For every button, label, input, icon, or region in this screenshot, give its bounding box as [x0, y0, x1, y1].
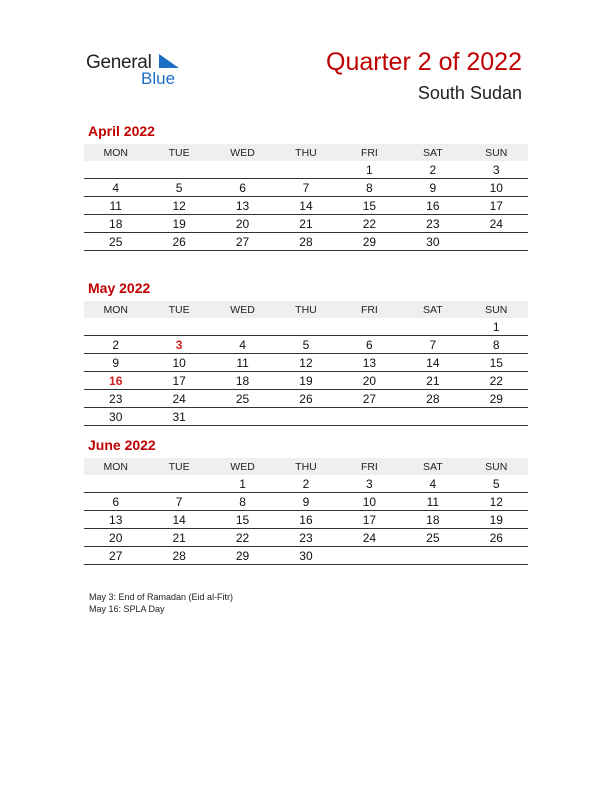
week-row: [84, 215, 528, 233]
day-cell: 29: [338, 233, 401, 251]
day-cell: 7: [274, 179, 337, 197]
week-row: [84, 511, 528, 529]
day-cell: 13: [338, 354, 401, 372]
empty-day-cell: [84, 475, 147, 493]
day-cell: 21: [147, 529, 210, 547]
day-cell: 2: [84, 336, 147, 354]
empty-day-cell: [465, 547, 528, 565]
day-cell: 15: [211, 511, 274, 529]
day-cell: 6: [84, 493, 147, 511]
day-cell: 7: [147, 493, 210, 511]
day-cell: 14: [274, 197, 337, 215]
day-cell: 2: [274, 475, 337, 493]
day-cell: 2: [401, 161, 464, 179]
weekday-header-tue: TUE: [147, 458, 210, 475]
day-cell: 23: [274, 529, 337, 547]
day-cell: 9: [401, 179, 464, 197]
day-cell: 28: [147, 547, 210, 565]
weekday-header-wed: WED: [211, 301, 274, 318]
weekday-header-fri: FRI: [338, 301, 401, 318]
week-row: [84, 408, 528, 426]
week-row: [84, 390, 528, 408]
weekday-header-sat: SAT: [401, 301, 464, 318]
logo-text-blue: Blue: [141, 69, 176, 88]
day-cell: 10: [465, 179, 528, 197]
day-cell: 4: [84, 179, 147, 197]
day-cell: 26: [147, 233, 210, 251]
holiday-note: May 3: End of Ramadan (Eid al-Fitr): [89, 592, 234, 602]
day-cell: 30: [84, 408, 147, 426]
day-cell: 1: [211, 475, 274, 493]
day-cell: 24: [465, 215, 528, 233]
weekday-header-sun: SUN: [465, 301, 528, 318]
month-june: [84, 437, 528, 565]
day-cell: 6: [211, 179, 274, 197]
empty-day-cell: [401, 318, 464, 336]
weekday-header-mon: MON: [84, 144, 147, 161]
day-cell: 28: [274, 233, 337, 251]
day-cell: 16: [401, 197, 464, 215]
weekday-header-thu: THU: [274, 458, 337, 475]
day-cell: 15: [338, 197, 401, 215]
day-cell: 19: [465, 511, 528, 529]
day-cell: 20: [84, 529, 147, 547]
weekday-header-sat: SAT: [401, 458, 464, 475]
day-cell: 13: [84, 511, 147, 529]
day-cell: 9: [274, 493, 337, 511]
day-cell: 3: [338, 475, 401, 493]
day-cell: 7: [401, 336, 464, 354]
day-cell: 27: [338, 390, 401, 408]
day-cell: 22: [211, 529, 274, 547]
day-cell: 21: [274, 215, 337, 233]
day-cell: 11: [211, 354, 274, 372]
day-cell: 19: [274, 372, 337, 390]
day-cell: 12: [147, 197, 210, 215]
empty-day-cell: [147, 318, 210, 336]
day-cell: 16: [274, 511, 337, 529]
empty-day-cell: [401, 408, 464, 426]
empty-day-cell: [338, 318, 401, 336]
weekday-header-wed: WED: [211, 144, 274, 161]
empty-day-cell: [338, 408, 401, 426]
week-row: [84, 197, 528, 215]
empty-day-cell: [211, 161, 274, 179]
week-row: [84, 233, 528, 251]
week-row: [84, 336, 528, 354]
weekday-header-sun: SUN: [465, 144, 528, 161]
weekday-header-thu: THU: [274, 144, 337, 161]
weekday-header-row: [84, 301, 528, 318]
day-cell: 17: [465, 197, 528, 215]
month-april: [84, 123, 528, 251]
day-cell: 8: [465, 336, 528, 354]
day-cell: 20: [338, 372, 401, 390]
weekday-header-mon: MON: [84, 458, 147, 475]
month-may: [84, 280, 528, 426]
empty-day-cell: [338, 547, 401, 565]
day-cell: 11: [401, 493, 464, 511]
generalblue-logo: [86, 52, 186, 88]
week-row: [84, 354, 528, 372]
week-row: [84, 318, 528, 336]
empty-day-cell: [147, 161, 210, 179]
day-cell: 24: [147, 390, 210, 408]
country-name: South Sudan: [417, 83, 522, 103]
day-cell: 8: [338, 179, 401, 197]
week-row: [84, 547, 528, 565]
weekday-header-sun: SUN: [465, 458, 528, 475]
day-cell: 28: [401, 390, 464, 408]
day-cell: 22: [465, 372, 528, 390]
month-title: April 2022: [88, 123, 155, 139]
day-cell: 19: [147, 215, 210, 233]
empty-day-cell: [274, 318, 337, 336]
quarter-title: Quarter 2 of 2022: [326, 48, 522, 76]
day-cell: 18: [401, 511, 464, 529]
week-row: [84, 475, 528, 493]
day-cell: 10: [147, 354, 210, 372]
day-cell: 5: [274, 336, 337, 354]
weekday-header-row: [84, 458, 528, 475]
empty-day-cell: [274, 161, 337, 179]
empty-day-cell: [274, 408, 337, 426]
day-cell: 21: [401, 372, 464, 390]
day-cell: 30: [401, 233, 464, 251]
day-cell: 15: [465, 354, 528, 372]
day-cell: 18: [211, 372, 274, 390]
empty-day-cell: [147, 475, 210, 493]
day-cell: 29: [211, 547, 274, 565]
day-cell: 27: [211, 233, 274, 251]
day-cell: 6: [338, 336, 401, 354]
day-cell: 24: [338, 529, 401, 547]
calendar-table: [84, 144, 528, 251]
day-cell: 11: [84, 197, 147, 215]
week-row: [84, 179, 528, 197]
day-cell: 26: [274, 390, 337, 408]
day-cell: 9: [84, 354, 147, 372]
day-cell: 13: [211, 197, 274, 215]
day-cell: 10: [338, 493, 401, 511]
weekday-header-thu: THU: [274, 301, 337, 318]
day-cell: 1: [465, 318, 528, 336]
empty-day-cell: [401, 547, 464, 565]
holiday-note: May 16: SPLA Day: [89, 604, 165, 614]
day-cell: 31: [147, 408, 210, 426]
weekday-header-sat: SAT: [401, 144, 464, 161]
day-cell: 23: [401, 215, 464, 233]
day-cell: 12: [274, 354, 337, 372]
holiday-day-cell: 16: [84, 372, 147, 390]
weekday-header-row: [84, 144, 528, 161]
empty-day-cell: [84, 161, 147, 179]
day-cell: 25: [211, 390, 274, 408]
empty-day-cell: [211, 318, 274, 336]
day-cell: 18: [84, 215, 147, 233]
day-cell: 17: [338, 511, 401, 529]
day-cell: 14: [401, 354, 464, 372]
day-cell: 22: [338, 215, 401, 233]
day-cell: 14: [147, 511, 210, 529]
weekday-header-tue: TUE: [147, 301, 210, 318]
week-row: [84, 493, 528, 511]
day-cell: 5: [147, 179, 210, 197]
logo-flag-icon: [159, 54, 179, 68]
empty-day-cell: [465, 233, 528, 251]
day-cell: 4: [401, 475, 464, 493]
holiday-day-cell: 3: [147, 336, 210, 354]
day-cell: 8: [211, 493, 274, 511]
day-cell: 27: [84, 547, 147, 565]
day-cell: 5: [465, 475, 528, 493]
calendar-table: [84, 301, 528, 426]
month-title: May 2022: [88, 280, 151, 296]
weekday-header-fri: FRI: [338, 458, 401, 475]
week-row: [84, 529, 528, 547]
day-cell: 30: [274, 547, 337, 565]
weekday-header-mon: MON: [84, 301, 147, 318]
day-cell: 4: [211, 336, 274, 354]
empty-day-cell: [211, 408, 274, 426]
week-row: [84, 161, 528, 179]
holiday-notes: [89, 591, 233, 615]
day-cell: 1: [338, 161, 401, 179]
month-title: June 2022: [88, 437, 156, 453]
day-cell: 26: [465, 529, 528, 547]
day-cell: 25: [84, 233, 147, 251]
day-cell: 29: [465, 390, 528, 408]
empty-day-cell: [84, 318, 147, 336]
day-cell: 12: [465, 493, 528, 511]
logo-text-general: General: [86, 52, 152, 73]
day-cell: 25: [401, 529, 464, 547]
day-cell: 3: [465, 161, 528, 179]
weekday-header-tue: TUE: [147, 144, 210, 161]
empty-day-cell: [465, 408, 528, 426]
day-cell: 17: [147, 372, 210, 390]
week-row: [84, 372, 528, 390]
calendar-table: [84, 458, 528, 565]
weekday-header-fri: FRI: [338, 144, 401, 161]
weekday-header-wed: WED: [211, 458, 274, 475]
day-cell: 20: [211, 215, 274, 233]
day-cell: 23: [84, 390, 147, 408]
